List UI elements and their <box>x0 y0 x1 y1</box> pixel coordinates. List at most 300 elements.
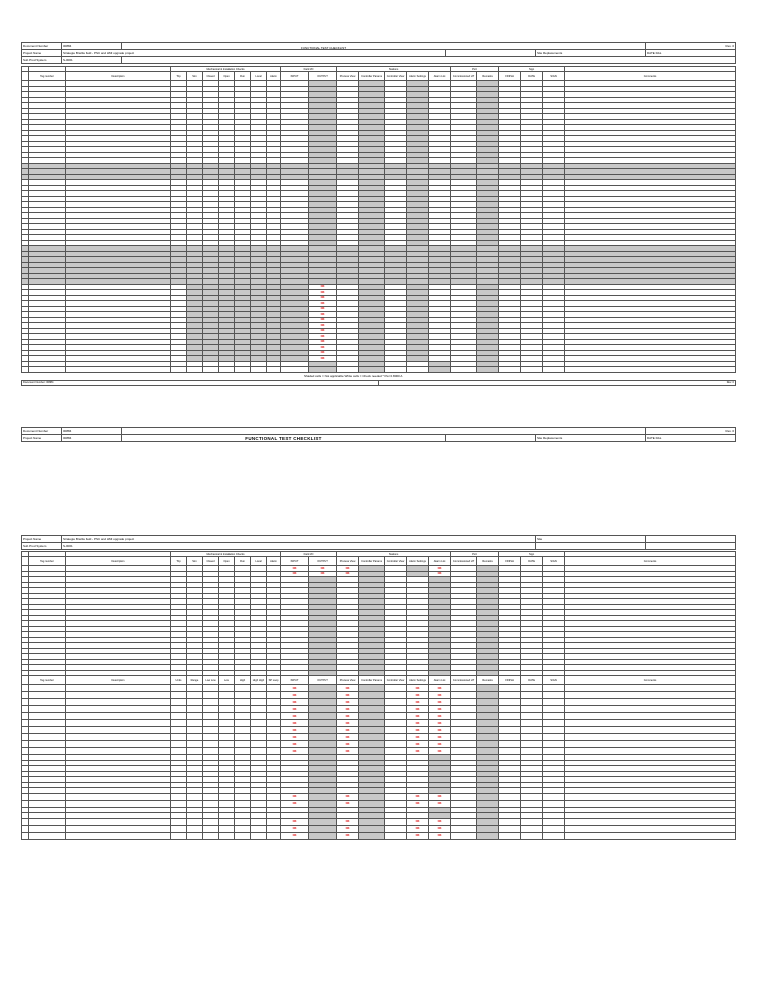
dig-col-1: Description <box>66 557 171 566</box>
row-commissioned <box>451 800 477 807</box>
row-process-view: OK <box>337 818 359 825</box>
row-low-low <box>203 685 219 692</box>
row-low-low <box>203 748 219 755</box>
row-ctrl-params <box>359 692 385 699</box>
blank-cell <box>235 367 251 373</box>
row-description <box>66 706 171 713</box>
ana-col-8: SP Loop <box>267 676 281 685</box>
row-description <box>66 713 171 720</box>
row-commissioned <box>451 825 477 832</box>
row-high-high <box>251 699 267 706</box>
row-description <box>66 741 171 748</box>
row-high <box>235 720 251 727</box>
row-date <box>521 748 543 755</box>
row-range <box>187 748 203 755</box>
row-sp-loop <box>267 741 281 748</box>
row-range <box>187 734 203 741</box>
dig-col-19: DATE <box>521 557 543 566</box>
doc-number: 00884 <box>62 43 122 50</box>
row-alarm-settings: OK <box>407 720 429 727</box>
analog-row <box>22 832 736 839</box>
row-low <box>219 832 235 839</box>
row-ctrl-view <box>385 825 407 832</box>
row-high-high <box>251 741 267 748</box>
row-high <box>235 793 251 800</box>
ana-col-6: High <box>235 676 251 685</box>
row-remarks <box>477 713 499 720</box>
row-input: OK <box>281 748 309 755</box>
blank-cell <box>66 367 171 373</box>
row-low <box>219 800 235 807</box>
row-finish <box>499 699 521 706</box>
row-process-view: OK <box>337 566 359 572</box>
row-ctrl-view <box>385 727 407 734</box>
row-sp-loop <box>267 832 281 839</box>
row-high <box>235 832 251 839</box>
row-sign <box>543 825 565 832</box>
row-finish <box>499 818 521 825</box>
row-sign <box>543 800 565 807</box>
row-description <box>66 727 171 734</box>
project-name: Strategie Brazile field - PSC and HMI upgrade project <box>62 50 446 57</box>
row-finish <box>499 832 521 839</box>
row-finish <box>499 706 521 713</box>
row-alarm-list: OK <box>429 727 451 734</box>
row-tag <box>29 727 66 734</box>
dig-col-9: INPUT <box>281 72 309 81</box>
row-sign <box>543 692 565 699</box>
row-range <box>187 818 203 825</box>
doc-number-2: 00884 <box>62 428 122 435</box>
row-alarm-list: OK <box>429 741 451 748</box>
row-finish <box>499 720 521 727</box>
doc-number-2b: 00884 <box>62 435 122 442</box>
dig-col-3: Sim <box>187 557 203 566</box>
blank-cell <box>219 367 235 373</box>
row-date <box>521 741 543 748</box>
row-sp-loop <box>267 699 281 706</box>
ana-col-0: Tag number <box>29 676 66 685</box>
row-output: OK <box>309 345 337 351</box>
row-ctrl-params <box>359 793 385 800</box>
row-process-view: OK <box>337 734 359 741</box>
dig-col-20: SIGN <box>543 557 565 566</box>
row-remarks <box>477 818 499 825</box>
row-low <box>219 727 235 734</box>
date-label: DATE <box>647 50 655 55</box>
dig-col-4: Closed <box>203 72 219 81</box>
footer-doc: Document Number: 00884 <box>22 380 379 386</box>
row-commissioned <box>451 720 477 727</box>
row-high-high <box>251 692 267 699</box>
row-commissioned <box>451 748 477 755</box>
row-ctrl-view <box>385 748 407 755</box>
site-label-2: Site <box>537 435 543 440</box>
row-output: OK <box>309 566 337 572</box>
dig-col-13: Controller View <box>385 72 407 81</box>
ana-col-21: Comments <box>565 676 736 685</box>
row-range <box>187 720 203 727</box>
row-comments <box>565 727 736 734</box>
analog-row <box>22 800 736 807</box>
dig-col-18: FINISH <box>499 557 521 566</box>
row-low <box>219 685 235 692</box>
row-high-high <box>251 685 267 692</box>
row-high <box>235 685 251 692</box>
row-description <box>66 692 171 699</box>
row-sign <box>543 706 565 713</box>
blank-cell <box>521 367 543 373</box>
row-ctrl-view <box>385 685 407 692</box>
row-high <box>235 699 251 706</box>
row-high-high <box>251 713 267 720</box>
row-ctrl-view <box>385 741 407 748</box>
site-label: Site <box>537 50 543 55</box>
row-output <box>309 706 337 713</box>
row-sign <box>543 748 565 755</box>
row-output <box>309 748 337 755</box>
date-value: DAL <box>655 50 662 55</box>
row-finish <box>499 825 521 832</box>
row-comments <box>565 706 736 713</box>
row-high-high <box>251 800 267 807</box>
row-remarks <box>477 825 499 832</box>
row-process-view: OK <box>337 685 359 692</box>
row-low-low <box>203 720 219 727</box>
row-high-high <box>251 793 267 800</box>
row-sp-loop <box>267 720 281 727</box>
row-commissioned <box>451 734 477 741</box>
row-output: OK <box>309 317 337 323</box>
sub-value: S-0001 <box>62 57 122 64</box>
row-range <box>187 713 203 720</box>
row-remarks <box>477 741 499 748</box>
row-finish <box>499 692 521 699</box>
row-range <box>187 832 203 839</box>
row-units <box>171 800 187 807</box>
row-description <box>66 685 171 692</box>
row-low-low <box>203 825 219 832</box>
row-remarks <box>477 685 499 692</box>
row-ctrl-params <box>359 706 385 713</box>
row-input: OK <box>281 741 309 748</box>
dig-col-12: Controller Params <box>359 557 385 566</box>
row-low <box>219 748 235 755</box>
dig-col-0: Tag number <box>29 557 66 566</box>
row-tag <box>29 734 66 741</box>
row-remarks <box>477 748 499 755</box>
row-low-low <box>203 699 219 706</box>
row-alarm-settings: OK <box>407 832 429 839</box>
row-ctrl-view <box>385 800 407 807</box>
dig-col-6: Run <box>235 557 251 566</box>
row-alarm-settings: OK <box>407 734 429 741</box>
dig-col-10: OUTPUT <box>309 557 337 566</box>
ana-col-4: Low Low <box>203 676 219 685</box>
row-ctrl-view <box>385 832 407 839</box>
row-commissioned <box>451 699 477 706</box>
row-low <box>219 734 235 741</box>
row-sign <box>543 832 565 839</box>
row-sign <box>543 734 565 741</box>
row-high-high <box>251 748 267 755</box>
analog-row <box>22 748 736 755</box>
blank-cell <box>565 367 736 373</box>
row-low <box>219 699 235 706</box>
row-comments <box>565 720 736 727</box>
row-output <box>309 734 337 741</box>
analog-row <box>22 713 736 720</box>
row-alarm-list: OK <box>429 571 451 577</box>
row-number <box>22 748 29 755</box>
row-input: OK <box>281 692 309 699</box>
row-sp-loop <box>267 748 281 755</box>
row-alarm-settings: OK <box>407 800 429 807</box>
row-description <box>66 699 171 706</box>
row-alarm-list: OK <box>429 793 451 800</box>
row-alarm-settings: OK <box>407 699 429 706</box>
ana-col-7: High High <box>251 676 267 685</box>
sub-label: Sub Prod System <box>22 57 62 64</box>
row-high-high <box>251 720 267 727</box>
row-low-low <box>203 818 219 825</box>
row-ctrl-view <box>385 706 407 713</box>
dig-col-0: Tag number <box>29 72 66 81</box>
row-alarm-list: OK <box>429 692 451 699</box>
dig-col-7: Local <box>251 557 267 566</box>
rev: Rev. 0 <box>646 43 736 50</box>
blank-cell <box>203 367 219 373</box>
row-range <box>187 825 203 832</box>
row-alarm-settings: OK <box>407 825 429 832</box>
dig-col-2: Trip <box>171 72 187 81</box>
row-ctrl-params <box>359 818 385 825</box>
analog-row <box>22 734 736 741</box>
row-alarm-list: OK <box>429 800 451 807</box>
page-1 <box>21 42 736 386</box>
row-output: OK <box>309 334 337 340</box>
row-comments <box>565 832 736 839</box>
row-high <box>235 825 251 832</box>
row-process-view: OK <box>337 748 359 755</box>
row-high <box>235 748 251 755</box>
row-commissioned <box>451 741 477 748</box>
analog-row <box>22 685 736 692</box>
blank-row <box>22 367 736 373</box>
row-number <box>22 741 29 748</box>
row-alarm-list: OK <box>429 713 451 720</box>
row-number <box>22 713 29 720</box>
row-range <box>187 727 203 734</box>
row-high <box>235 727 251 734</box>
row-input: OK <box>281 713 309 720</box>
dig-col-21: Comments <box>565 72 736 81</box>
row-date <box>521 825 543 832</box>
row-comments <box>565 748 736 755</box>
row-range <box>187 800 203 807</box>
row-date <box>521 713 543 720</box>
row-commissioned <box>451 818 477 825</box>
row-output <box>309 692 337 699</box>
row-tag <box>29 741 66 748</box>
row-low <box>219 818 235 825</box>
row-input: OK <box>281 727 309 734</box>
row-sp-loop <box>267 818 281 825</box>
row-date <box>521 793 543 800</box>
blank-cell <box>407 367 429 373</box>
row-ctrl-params <box>359 734 385 741</box>
row-process-view: OK <box>337 800 359 807</box>
row-number <box>22 685 29 692</box>
blank-cell <box>22 367 29 373</box>
digital-io-table <box>21 66 736 373</box>
row-comments <box>565 818 736 825</box>
row-alarm-list: OK <box>429 706 451 713</box>
row-date <box>521 706 543 713</box>
row-comments <box>565 800 736 807</box>
dig-col-13: Controller View <box>385 557 407 566</box>
row-units <box>171 727 187 734</box>
dig-col-11: Process View <box>337 557 359 566</box>
row-high-high <box>251 734 267 741</box>
row-date <box>521 800 543 807</box>
ana-col-9: INPUT <box>281 676 309 685</box>
row-alarm-settings: OK <box>407 741 429 748</box>
row-finish <box>499 685 521 692</box>
row-process-view: OK <box>337 741 359 748</box>
row-range <box>187 706 203 713</box>
row-sign <box>543 720 565 727</box>
group-io: Field I/O <box>281 67 337 72</box>
row-finish <box>499 793 521 800</box>
row-low-low <box>203 727 219 734</box>
row-ctrl-params <box>359 720 385 727</box>
group-mech-2: Mechanical & Installation Checks <box>171 552 281 557</box>
dig-col-17: Remarks <box>477 72 499 81</box>
ana-col-1: Description <box>66 676 171 685</box>
row-process-view: OK <box>337 825 359 832</box>
row-commissioned <box>451 713 477 720</box>
row-ctrl-params <box>359 727 385 734</box>
row-input: OK <box>281 571 309 577</box>
row-input: OK <box>281 720 309 727</box>
row-output: OK <box>309 301 337 307</box>
row-process-view: OK <box>337 706 359 713</box>
row-alarm-list: OK <box>429 699 451 706</box>
dig-col-14: Alarm Settings <box>407 72 429 81</box>
row-alarm-settings: OK <box>407 692 429 699</box>
group-station-2: Stations <box>337 552 451 557</box>
row-date <box>521 727 543 734</box>
project-name-label-2: Project Name <box>22 435 62 442</box>
page-title: FUNCTIONAL TEST CHECKLIST <box>301 46 347 50</box>
group-station: Stations <box>337 67 451 72</box>
row-input: OK <box>281 825 309 832</box>
row-low-low <box>203 800 219 807</box>
row-alarm-list: OK <box>429 825 451 832</box>
header-table <box>21 42 736 64</box>
row-alarm-list: OK <box>429 832 451 839</box>
row-low <box>219 825 235 832</box>
row-comments <box>565 713 736 720</box>
row-input: OK <box>281 793 309 800</box>
row-units <box>171 699 187 706</box>
row-comments <box>565 699 736 706</box>
page-2-digital-table <box>21 551 736 840</box>
row-input: OK <box>281 800 309 807</box>
dig-col-15: Alarm List <box>429 557 451 566</box>
ana-col-18: FINISH <box>499 676 521 685</box>
row-output <box>309 713 337 720</box>
row-sign <box>543 699 565 706</box>
row-finish <box>499 734 521 741</box>
analog-row <box>22 793 736 800</box>
row-date <box>521 692 543 699</box>
blank-cell <box>337 367 359 373</box>
dig-col-17: Remarks <box>477 557 499 566</box>
dig-col-4: Closed <box>203 557 219 566</box>
row-output <box>309 727 337 734</box>
row-low <box>219 741 235 748</box>
project-name-3: Strategie Brazile field - PSC and HMI upgrade project <box>62 536 536 543</box>
row-output <box>309 818 337 825</box>
group-sign: Sign <box>499 67 565 72</box>
row-range <box>187 692 203 699</box>
row-sp-loop <box>267 793 281 800</box>
ana-col-20: SIGN <box>543 676 565 685</box>
row-process-view: OK <box>337 699 359 706</box>
row-description <box>66 800 171 807</box>
project-name-label: Project Name <box>22 50 62 57</box>
row-alarm-settings: OK <box>407 793 429 800</box>
ana-col-17: Remarks <box>477 676 499 685</box>
row-alarm-list: OK <box>429 748 451 755</box>
dig-col-2: Trip <box>171 557 187 566</box>
row-sp-loop <box>267 800 281 807</box>
row-low-low <box>203 713 219 720</box>
doc-number-label-2: Document Number <box>22 428 62 435</box>
ana-col-14: Alarm Settings <box>407 676 429 685</box>
analog-row <box>22 825 736 832</box>
row-sign <box>543 741 565 748</box>
row-ctrl-params <box>359 748 385 755</box>
row-sign <box>543 818 565 825</box>
dig-col-19: DATE <box>521 72 543 81</box>
blank-cell <box>543 367 565 373</box>
row-input: OK <box>281 734 309 741</box>
row-description <box>66 720 171 727</box>
row-tag <box>29 748 66 755</box>
row-number <box>22 692 29 699</box>
row-high <box>235 713 251 720</box>
dig-col-12: Controller Params <box>359 72 385 81</box>
dig-col-9: INPUT <box>281 557 309 566</box>
row-low-low <box>203 734 219 741</box>
row-ctrl-params <box>359 699 385 706</box>
row-number <box>22 825 29 832</box>
site-value: Replacements <box>543 50 563 55</box>
blank-cell <box>267 367 281 373</box>
row-number <box>22 734 29 741</box>
row-finish <box>499 741 521 748</box>
sub-label-3: Sub Prod System <box>22 543 62 550</box>
blank-cell <box>385 367 407 373</box>
row-tag <box>29 825 66 832</box>
ana-col-15: Alarm List <box>429 676 451 685</box>
row-ctrl-view <box>385 692 407 699</box>
row-comments <box>565 825 736 832</box>
row-low-low <box>203 692 219 699</box>
